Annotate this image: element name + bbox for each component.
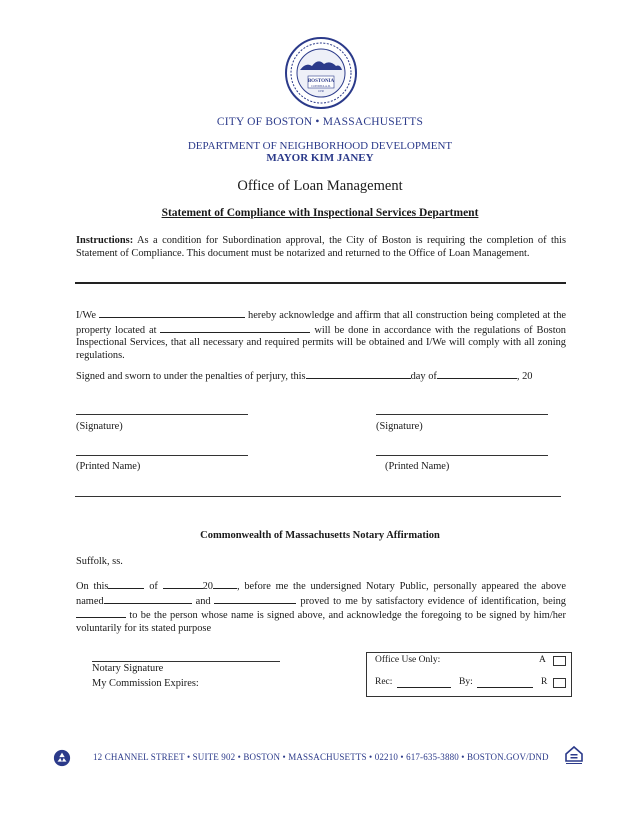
approved-label: A (539, 655, 546, 665)
notary-day-field[interactable] (108, 579, 144, 589)
sworn-text: Signed and sworn to under the penalties of perjury, this (76, 371, 306, 382)
ack-text: I/We (76, 310, 99, 321)
notary-text: 20 (202, 581, 213, 592)
mayor-name: MAYOR KIM JANEY (266, 152, 374, 164)
identification-field[interactable] (76, 608, 126, 618)
by-label: By: (459, 677, 473, 687)
notary-text: , before me the undersigned Notary Public, personally appeared the above named (76, 581, 566, 607)
instructions-text: As a condition for Subordination approval, the City of Boston is requiring the completion of this Statement of Compliance. This document must be notarized and returned to the Office of Loan Management. (76, 235, 566, 259)
printed-name-label-2: (Printed Name) (385, 461, 450, 472)
signature-label-2: (Signature) (376, 421, 423, 432)
svg-text:1630: 1630 (318, 89, 324, 93)
office-use-box (366, 652, 572, 697)
office-use-title: Office Use Only: (375, 655, 441, 665)
document-title: Statement of Compliance with Inspectional Services Department (161, 207, 479, 219)
named-person-2-field[interactable] (214, 594, 296, 604)
notary-text: and (191, 595, 215, 607)
county: Suffolk, ss. (76, 556, 123, 567)
svg-text:BOSTONIA: BOSTONIA (307, 79, 335, 84)
notary-title: Commonwealth of Massachusetts Notary Affirmation (200, 530, 440, 541)
notary-year-field[interactable] (213, 579, 237, 589)
commission-expires-label: My Commission Expires: (92, 678, 199, 689)
signature-label-1: (Signature) (76, 421, 123, 432)
notary-text: proved to me by satisfactory evidence of identification, being (296, 595, 567, 607)
named-person-field[interactable] (104, 594, 192, 604)
svg-text:CONDITA A.D.: CONDITA A.D. (311, 84, 331, 88)
rejected-label: R (541, 677, 548, 687)
day-field[interactable] (306, 369, 411, 379)
approved-checkbox[interactable] (553, 656, 566, 666)
signature-line-1[interactable] (76, 414, 248, 415)
notary-text: On this (76, 581, 109, 592)
notary-signature-label: Notary Signature (92, 663, 164, 674)
ack-text: will be done in accordance with the regulations of Boston Inspectional Services, that all necessary and required permits will be obtained and I/We will comply with all zoning regulations. (76, 324, 566, 361)
divider (75, 496, 561, 497)
notary-signature-line[interactable] (92, 661, 280, 662)
received-field[interactable] (397, 678, 451, 688)
signature-line-2[interactable] (376, 414, 548, 415)
printed-name-label-1: (Printed Name) (76, 461, 141, 472)
sworn-text: day of (410, 371, 437, 382)
ack-text: hereby acknowledge and affirm that all construction being completed at the property located at (76, 310, 567, 336)
department-name: DEPARTMENT OF NEIGHBORHOOD DEVELOPMENT (187, 140, 453, 152)
instructions-label: Instructions: (76, 235, 134, 246)
printed-name-line-2[interactable] (376, 455, 548, 456)
month-field[interactable] (437, 369, 517, 379)
notary-text: of (144, 581, 163, 592)
by-field[interactable] (477, 678, 533, 688)
office-name: Office of Loan Management (237, 178, 403, 194)
property-address-field[interactable] (160, 323, 310, 333)
acknowledgement-paragraph (76, 308, 566, 362)
city-line: CITY OF BOSTON • MASSACHUSETTS (216, 116, 424, 128)
sworn-text: , 20 (516, 371, 533, 382)
footer-address: 12 CHANNEL STREET • SUITE 902 • BOSTON • MASSACHUSETTS • 02210 • 617-635-3880 • BOSTON.GOV/DND (93, 752, 549, 762)
name-field[interactable] (99, 308, 245, 318)
equal-housing-icon (563, 744, 585, 766)
sworn-statement (76, 369, 566, 384)
notary-paragraph (76, 579, 566, 635)
notary-month-field[interactable] (163, 579, 203, 589)
recycle-icon (53, 749, 71, 767)
city-seal-icon (284, 36, 358, 110)
notary-text: to be the person whose name is signed above, and acknowledge the foregoing to be signed by him/her voluntarily for its stated purpose (76, 610, 566, 634)
printed-name-line-1[interactable] (76, 455, 248, 456)
divider (75, 282, 566, 284)
rejected-checkbox[interactable] (553, 678, 566, 688)
received-label: Rec: (375, 677, 393, 687)
instructions (76, 235, 566, 260)
